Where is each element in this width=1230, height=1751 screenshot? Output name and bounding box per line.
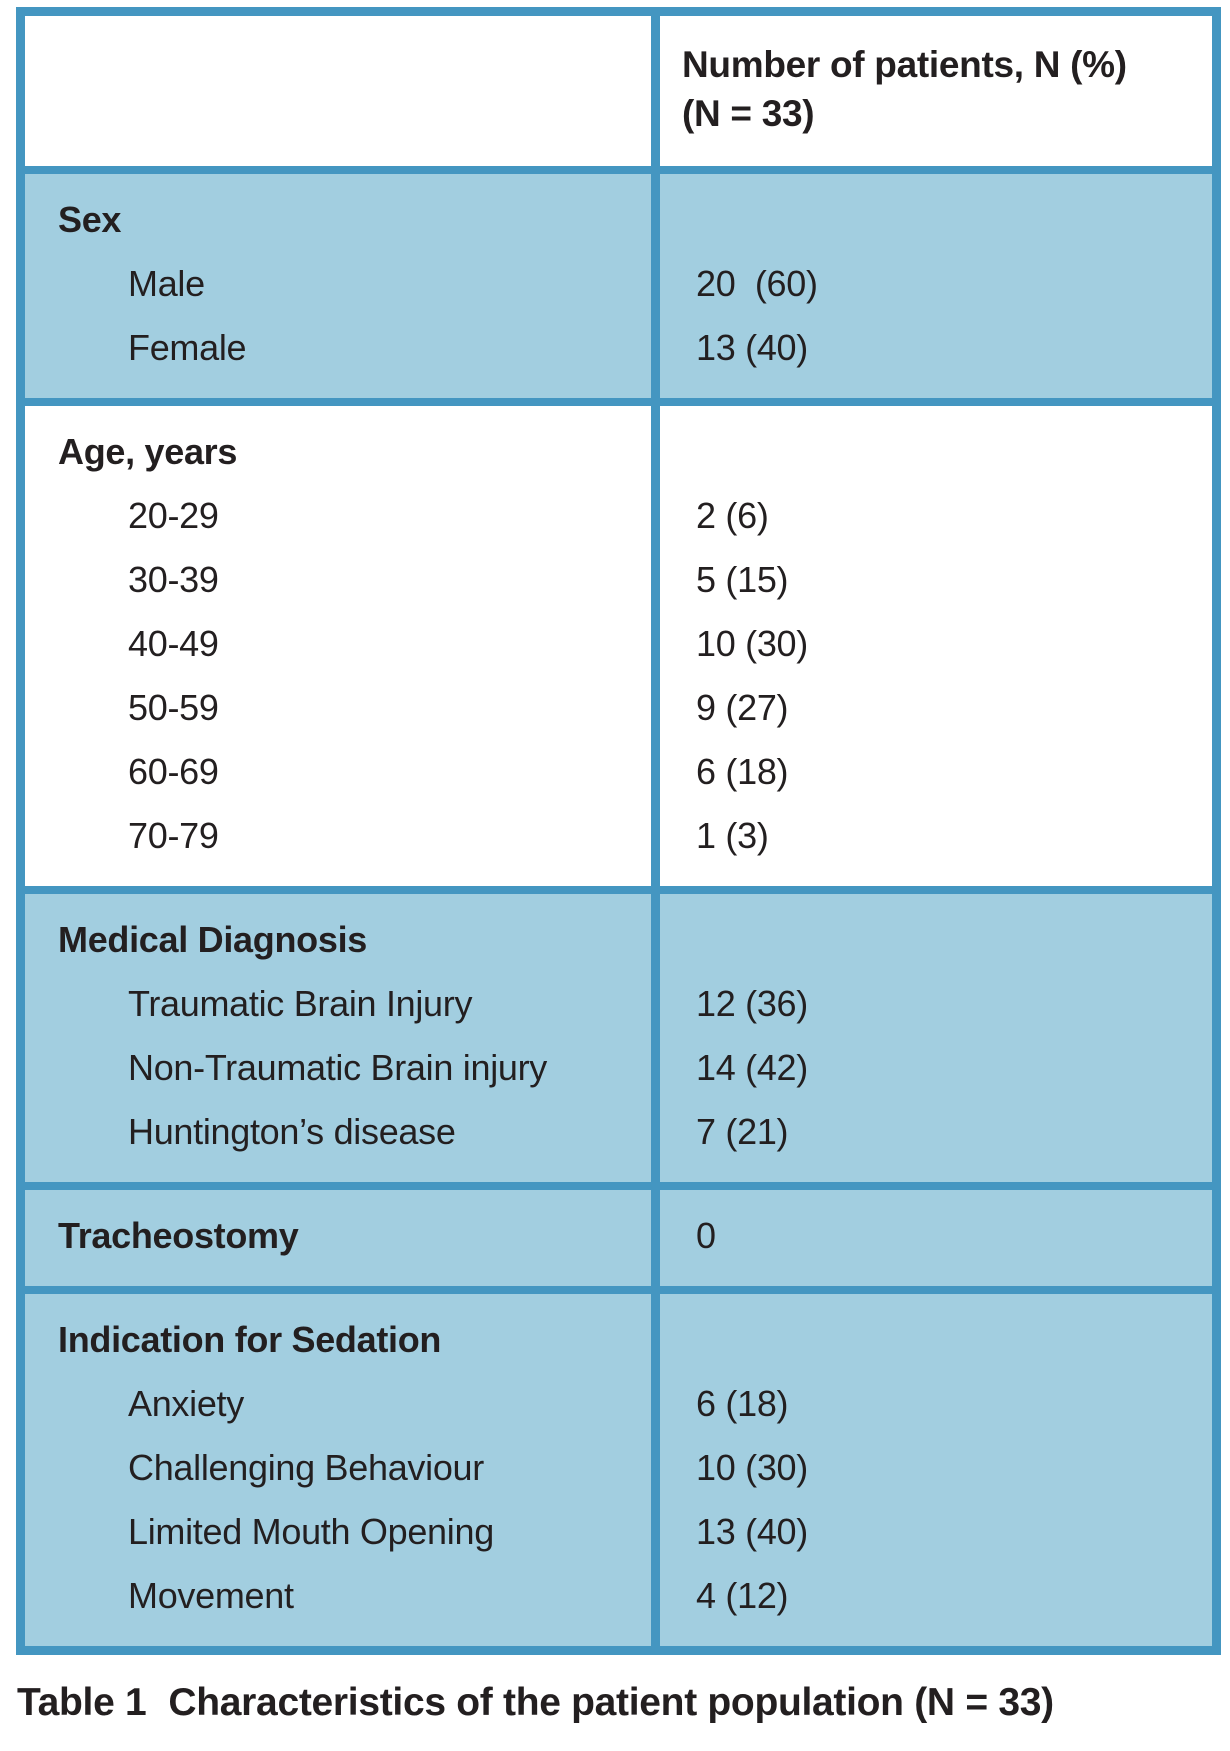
row-value-50-59: 9 (27) [696,687,789,728]
patient-characteristics-table [16,7,1221,1655]
row-label-50-59: 50-59 [128,687,219,728]
header-value-cell [651,16,1212,166]
row-label-female: Female [128,327,247,368]
row-value-40-49: 10 (30) [696,623,808,664]
spacer-row [660,908,1212,972]
row-label-male: Male [128,263,205,304]
row-value-70-79: 1 (3) [696,815,769,856]
row-value-non-traumatic-brain-injury: 14 (42) [696,1047,808,1088]
section-title-sex: Sex [58,199,122,240]
row-value-60-69: 6 (18) [696,751,789,792]
row-label-limited-mouth-opening: Limited Mouth Opening [128,1511,494,1552]
section-indication-for-sedation [25,1286,1212,1646]
row-value-huntingtons-disease: 7 (21) [696,1111,789,1152]
column-header-line2: (N = 33) [682,93,815,134]
row-label-traumatic-brain-injury: Traumatic Brain Injury [128,983,473,1024]
table-header-row [25,16,1212,166]
row-label-70-79: 70-79 [128,815,219,856]
spacer-row [660,1308,1212,1372]
table-caption-text: Characteristics of the patient population (N = 33) [168,1681,1054,1724]
section-indication-labels [25,1294,651,1646]
row-value-challenging-behaviour: 10 (30) [696,1447,808,1488]
section-age-labels [25,406,651,886]
row-label-40-49: 40-49 [128,623,219,664]
table-caption-label: Table 1 [17,1681,147,1724]
section-diagnosis-labels [25,894,651,1182]
row-value-tracheostomy: 0 [696,1215,716,1256]
spacer-row [660,420,1212,484]
row-label-huntingtons-disease: Huntington’s disease [128,1111,456,1152]
row-label-anxiety: Anxiety [128,1383,244,1424]
row-label-60-69: 60-69 [128,751,219,792]
row-label-challenging-behaviour: Challenging Behaviour [128,1447,484,1488]
section-medical-diagnosis [25,886,1212,1182]
section-age-values [651,406,1212,886]
row-value-20-29: 2 (6) [696,495,769,536]
section-tracheostomy-labels [25,1190,651,1286]
column-header-line1: Number of patients, N (%) [682,44,1127,85]
spacer-row [660,188,1212,252]
table-caption [17,1681,1230,1725]
row-value-anxiety: 6 (18) [696,1383,789,1424]
section-sex [25,166,1212,398]
row-value-female: 13 (40) [696,327,808,368]
section-tracheostomy [25,1182,1212,1286]
section-title-tracheostomy: Tracheostomy [58,1215,299,1256]
section-title-age: Age, years [58,431,238,472]
section-title-indication: Indication for Sedation [58,1319,442,1360]
row-value-male: 20 (60) [696,263,818,304]
row-value-30-39: 5 (15) [696,559,789,600]
section-sex-values [651,174,1212,398]
row-value-movement: 4 (12) [696,1575,789,1616]
row-value-limited-mouth-opening: 13 (40) [696,1511,808,1552]
row-label-movement: Movement [128,1575,294,1616]
section-sex-labels [25,174,651,398]
row-value-traumatic-brain-injury: 12 (36) [696,983,808,1024]
section-age [25,398,1212,886]
header-empty-cell [25,16,651,166]
row-label-non-traumatic-brain-injury: Non-Traumatic Brain injury [128,1047,547,1088]
section-diagnosis-values [651,894,1212,1182]
row-label-30-39: 30-39 [128,559,219,600]
section-title-medical-diagnosis: Medical Diagnosis [58,919,367,960]
section-indication-values [651,1294,1212,1646]
row-label-20-29: 20-29 [128,495,219,536]
section-tracheostomy-values [651,1190,1212,1286]
